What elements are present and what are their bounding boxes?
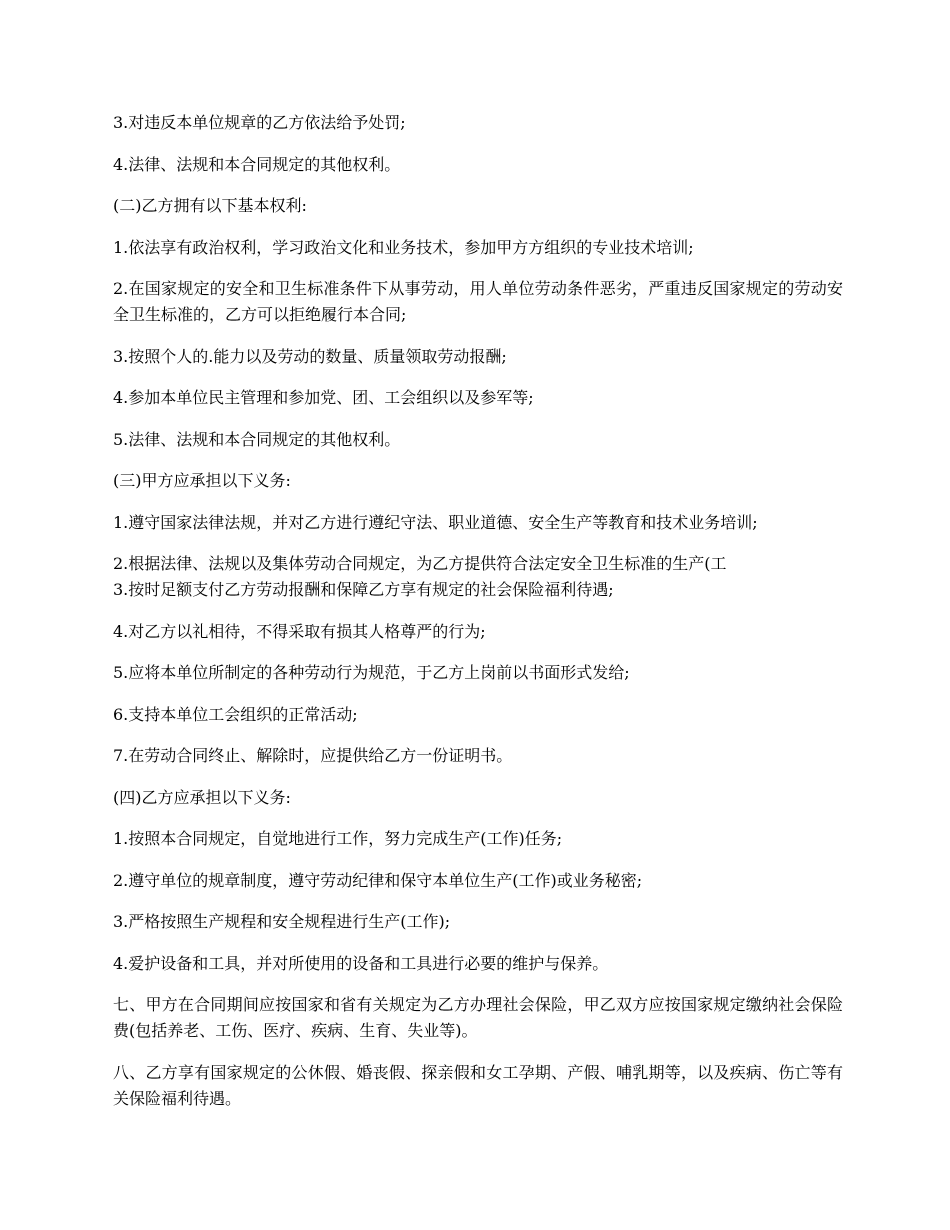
clause-paragraph: 5.应将本单位所制定的各种劳动行为规范，于乙方上岗前以书面形式发给; (113, 663, 630, 682)
clause-paragraph: 7.在劳动合同终止、解除时，应提供给乙方一份证明书。 (113, 746, 513, 765)
article-paragraph: 七、甲方在合同期间应按国家和省有关规定为乙方办理社会保险，甲乙双方应按国家规定缴纳社会保险费(包括养老、工伤、医疗、疾病、生育、失业等)。 (113, 995, 843, 1040)
clause-paragraph: 1.依法享有政治权利，学习政治文化和业务技术，参加甲方方组织的专业技术培训; (113, 237, 694, 257)
section-heading: (三)甲方应承担以下义务: (113, 471, 291, 490)
section-heading: (二)乙方拥有以下基本权利: (113, 196, 307, 215)
clause-paragraph: 4.对乙方以礼相待，不得采取有损其人格尊严的行为; (113, 621, 486, 641)
clause-paragraph: 2.遵守单位的规章制度，遵守劳动纪律和保守本单位生产(工作)或业务秘密; (113, 870, 643, 890)
clause-paragraph: 3.按照个人的.能力以及劳动的数量、质量领取劳动报酬; (113, 346, 507, 366)
clause-paragraph: 1.遵守国家法律法规，并对乙方进行遵纪守法、职业道德、安全生产等教育和技术业务培训; (113, 512, 758, 532)
clause-paragraph: 4.爱护设备和工具，并对所使用的设备和工具进行必要的维护与保养。 (113, 953, 609, 973)
clause-paragraph: 1.按照本合同规定，自觉地进行工作，努力完成生产(工作)任务; (113, 829, 563, 848)
clause-paragraph: 4.法律、法规和本合同规定的其他权利。 (113, 154, 401, 174)
document-page (113, 110, 843, 1127)
clause-paragraph: 2.根据法律、法规以及集体劳动合同规定，为乙方提供符合法定安全卫生标准的生产(工 (113, 554, 727, 573)
article-paragraph: 八、乙方享有国家规定的公休假、婚丧假、探亲假和女工孕期、产假、哺乳期等，以及疾病、伤亡等有关保险福利待遇。 (113, 1062, 843, 1108)
clause-paragraph: 2.在国家规定的安全和卫生标准条件下从事劳动，用人单位劳动条件恶劣，严重违反国家规定的劳动安全卫生标准的，乙方可以拒绝履行本合同; (113, 279, 843, 324)
clause-paragraph: 5.法律、法规和本合同规定的其他权利。 (113, 429, 401, 449)
clause-paragraph: 4.参加本单位民主管理和参加党、团、工会组织以及参军等; (113, 388, 534, 407)
clause-paragraph: 6.支持本单位工会组织的正常活动; (113, 704, 358, 724)
clause-paragraph: 3.严格按照生产规程和安全规程进行生产(工作); (113, 912, 451, 931)
clause-paragraph: 3.按时足额支付乙方劳动报酬和保障乙方享有规定的社会保险福利待遇; (113, 580, 614, 599)
section-heading: (四)乙方应承担以下义务: (113, 787, 291, 807)
clause-paragraph: 3.对违反本单位规章的乙方依法给予处罚; (113, 113, 406, 132)
